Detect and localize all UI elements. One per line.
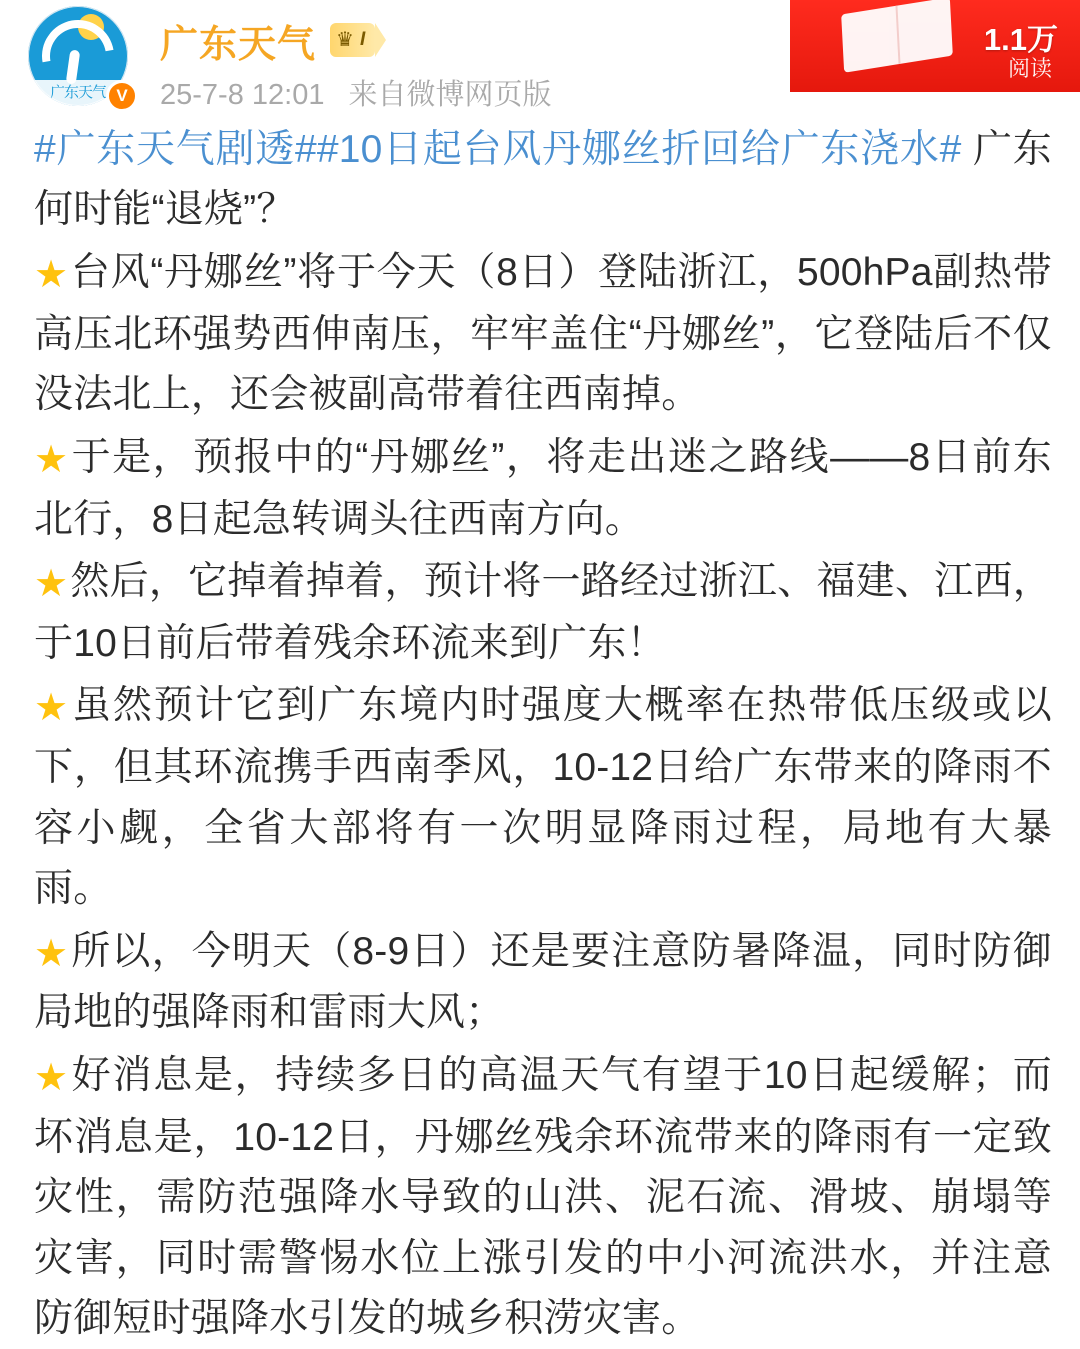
member-level-label: I <box>359 29 366 50</box>
avatar-label: 广东天气 <box>28 80 128 106</box>
paragraph-text: 所以，今明天（8-9日）还是要注意防暑降温，同时防御局地的强降雨和雷雨大风； <box>34 929 1052 1035</box>
post-timestamp: 25-7-8 12:01 <box>160 79 325 111</box>
star-icon: ★ <box>34 932 70 975</box>
post-title-tail: 广东何时能“退烧”？ <box>34 128 1053 232</box>
avatar[interactable] <box>28 6 136 114</box>
paragraph-text: 然后，它掉着掉着，预计将一路经过浙江、福建、江西，于10日前后带着残余环流来到广东！ <box>34 559 1052 665</box>
star-icon: ★ <box>34 562 69 605</box>
star-icon: ★ <box>34 1056 70 1099</box>
verified-badge-icon: V <box>106 80 138 112</box>
read-count-banner <box>790 0 1080 92</box>
paragraph-text: 台风“丹娜丝”将于今天（8日）登陆浙江，500hPa副热带高压北环强势西伸南压，牢牢盖住“丹娜丝”，它登陆后不仅没法北上，还会被副高带着往西南掉。 <box>34 250 1052 417</box>
post-title <box>34 120 1052 241</box>
post-source[interactable]: 来自微博网页版 <box>348 79 552 111</box>
crown-icon: ♛ <box>336 29 354 51</box>
paragraph-text: 虽然预计它到广东境内时强度大概率在热带低压级或以下，但其环流携手西南季风，10-12日给广东带来的降雨不容小觑，全省大部将有一次明显降雨过程，局地有大暴雨。 <box>34 684 1052 911</box>
post-paragraph <box>34 243 1052 426</box>
star-icon: ★ <box>34 687 70 730</box>
topic-link-1[interactable]: #广东天气剧透# <box>34 128 317 171</box>
paragraph-text: 好消息是，持续多日的高温天气有望于10日起缓解；而坏消息是，10-12日，丹娜丝残余环流带来的降雨有一定致灾性，需防范强降水导致的山洪、泥石流、滑坡、崩塌等灾害，同时需警惕水位上涨引发的中小河流洪水，并注意防御短时强降水引发的城乡积涝灾害。 <box>34 1053 1052 1341</box>
read-count-label: 阅读 <box>1007 56 1052 81</box>
post-paragraph <box>34 428 1052 550</box>
star-icon: ★ <box>34 253 69 296</box>
post-header <box>0 0 1080 112</box>
post-paragraph <box>34 676 1052 919</box>
post-paragraph <box>34 1046 1052 1349</box>
star-icon: ★ <box>34 438 70 481</box>
member-level-badge[interactable] <box>330 23 375 57</box>
paragraph-text: 于是，预报中的“丹娜丝”，将走出迷之路线——8日前东北行，8日起急转调头往西南方向。 <box>34 435 1052 541</box>
post-body <box>0 112 1080 1349</box>
read-count-value: 1.1万 <box>983 22 1058 57</box>
post-paragraph <box>34 552 1052 674</box>
book-icon <box>841 0 953 73</box>
topic-link-2[interactable]: #10日起台风丹娜丝折回给广东浇水# <box>316 128 962 171</box>
account-name[interactable]: 广东天气 <box>160 23 317 66</box>
post-paragraph <box>34 922 1052 1044</box>
